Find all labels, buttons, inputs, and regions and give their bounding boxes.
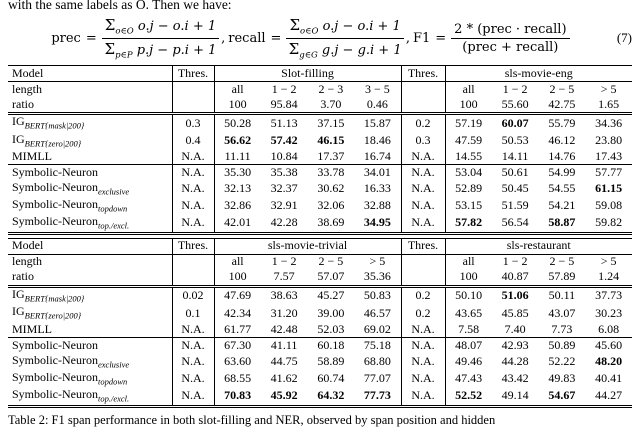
prec-fraction <box>102 16 219 60</box>
model-cell: $IG_{BERT\{zero|200\}}$ <box>12 132 82 149</box>
thres-cell: 0.1 <box>172 305 214 322</box>
value-cell: 63.60 <box>214 353 261 370</box>
sum-symbol: Σ <box>288 39 300 58</box>
thres-cell: N.A. <box>401 165 445 180</box>
value-cell: 49.14 <box>492 388 539 407</box>
value-cell: 58.87 <box>539 215 586 234</box>
value-cell: > 5 <box>369 254 386 269</box>
value-cell: 52.03 <box>317 322 345 336</box>
value-cell: 44.28 <box>501 353 529 368</box>
col-header-model: Model <box>8 238 172 254</box>
numerator-expr: o.j − o.i + 1 <box>322 19 401 34</box>
value-cell: 40.41 <box>595 370 623 385</box>
col-header-thres-1: Thres. <box>172 238 214 254</box>
value-cell: 2 − 3 <box>318 81 344 96</box>
thres-cell: N.A. <box>172 322 214 337</box>
intro-text: with the same labels as O. Then we have: <box>8 0 232 12</box>
value-cell: 52.22 <box>548 353 576 368</box>
model-cell: Symbolic-Neuron$_{exclusive}$ <box>12 180 130 197</box>
value-cell: 50.28 <box>214 113 261 132</box>
value-cell: all <box>214 254 261 269</box>
value-cell: 7.73 <box>551 322 573 336</box>
value-cell: 54.99 <box>539 165 586 180</box>
numerator-expr: o.j − o.i + 1 <box>137 19 217 34</box>
value-cell: 51.59 <box>501 198 529 213</box>
model-cell: Symbolic-Neuron <box>8 338 172 353</box>
thres-cell: 0.2 <box>401 113 445 132</box>
value-cell: 50.61 <box>492 165 539 180</box>
value-cell: 46.57 <box>363 305 391 320</box>
thres-cell: 0.3 <box>172 113 214 132</box>
thres-cell: N.A. <box>172 388 214 407</box>
thres-cell: N.A. <box>172 149 214 164</box>
model-cell: Symbolic-Neuron$_{top./excl.}$ <box>8 388 172 407</box>
value-cell: 56.54 <box>492 215 539 234</box>
value-cell: 64.32 <box>308 388 355 407</box>
value-cell: 70.83 <box>214 388 261 407</box>
value-cell: 44.75 <box>270 353 298 368</box>
value-cell: 67.30 <box>214 338 261 353</box>
value-cell: 34.95 <box>354 215 401 234</box>
value-cell: all <box>445 82 492 97</box>
value-cell: 42.01 <box>214 215 261 234</box>
value-cell: 14.76 <box>548 149 576 163</box>
prec-denominator <box>102 39 219 61</box>
sum-subscript: g∈G <box>299 50 318 61</box>
f1-fraction <box>451 22 569 55</box>
thres-cell <box>172 270 214 286</box>
sum-subscript: o∈O <box>115 26 134 37</box>
thres-cell: 0.02 <box>172 286 214 305</box>
value-cell: 52.52 <box>445 388 492 407</box>
thres-cell: N.A. <box>401 353 445 370</box>
value-cell: 42.34 <box>214 305 261 322</box>
value-cell: 61.15 <box>595 180 623 195</box>
sum-subscript: o∈O <box>300 26 319 37</box>
value-cell: 48.07 <box>445 338 492 353</box>
col-header-group-2: sls-restaurant <box>445 238 632 254</box>
value-cell: 23.80 <box>595 132 623 147</box>
thres-cell <box>172 254 214 269</box>
value-cell: 42.28 <box>261 215 308 234</box>
value-cell: 68.80 <box>363 353 391 368</box>
value-cell: 51.13 <box>270 115 298 130</box>
value-cell: 54.67 <box>539 388 586 407</box>
results-table-1 <box>8 65 632 235</box>
thres-cell: N.A. <box>172 165 214 180</box>
value-cell: 14.55 <box>445 149 492 164</box>
col-header-thres-2: Thres. <box>401 66 445 82</box>
value-cell: 0.46 <box>354 97 401 113</box>
col-header-thres-1: Thres. <box>172 66 214 82</box>
thres-cell: N.A. <box>401 197 445 214</box>
value-cell: 33.78 <box>308 165 355 180</box>
thres-cell <box>172 97 214 113</box>
thres-cell: N.A. <box>401 180 445 197</box>
value-cell: 54.55 <box>548 180 576 195</box>
table-row <box>8 353 632 370</box>
value-cell: 42.48 <box>270 322 298 336</box>
value-cell: 100 <box>445 97 492 113</box>
value-cell: 53.04 <box>445 165 492 180</box>
value-cell: 68.55 <box>214 370 261 387</box>
model-cell: Symbolic-Neuron <box>8 165 172 180</box>
value-cell: > 5 <box>600 254 617 269</box>
col-header-thres-2: Thres. <box>401 238 445 254</box>
value-cell: 56.62 <box>214 132 261 149</box>
value-cell: 2 − 5 <box>549 81 575 96</box>
thres-cell: N.A. <box>172 353 214 370</box>
equation-block <box>8 16 632 60</box>
value-cell: 40.87 <box>492 270 539 286</box>
value-cell: 57.19 <box>445 113 492 132</box>
thres-cell: N.A. <box>401 388 445 407</box>
value-cell: 60.74 <box>317 370 345 385</box>
thres-cell: N.A. <box>172 180 214 197</box>
table-row <box>8 113 632 132</box>
value-cell: 43.65 <box>445 305 492 322</box>
value-cell: 50.89 <box>539 338 586 353</box>
recall-fraction <box>286 16 403 60</box>
value-cell: 30.23 <box>595 305 623 320</box>
value-cell: 100 <box>214 97 261 113</box>
row-label: length <box>12 254 42 269</box>
length-row <box>8 254 632 269</box>
col-header-group-2: sls-movie-eng <box>445 66 632 82</box>
value-cell: 59.08 <box>595 198 623 213</box>
value-cell: 50.11 <box>548 288 576 303</box>
equals-sign: = <box>270 30 282 46</box>
value-cell: 7.58 <box>445 322 492 337</box>
recall-numerator <box>286 16 403 39</box>
value-cell: 2 − 5 <box>549 254 575 269</box>
thres-cell: 0.2 <box>401 305 445 322</box>
value-cell: 47.43 <box>445 370 492 387</box>
value-cell: 14.11 <box>501 149 529 163</box>
table-header-row <box>8 66 632 82</box>
f1-label: F1 <box>412 30 431 46</box>
value-cell: 32.88 <box>363 198 391 213</box>
value-cell: 75.18 <box>354 338 401 353</box>
value-cell: 1 − 2 <box>271 81 297 96</box>
value-cell: 44.27 <box>585 388 632 407</box>
col-header-group-1: sls-movie-trivial <box>214 238 401 254</box>
thres-cell <box>401 97 445 113</box>
thres-cell: N.A. <box>172 338 214 353</box>
value-cell: 31.20 <box>270 305 298 320</box>
value-cell: 30.62 <box>317 180 345 195</box>
value-cell: 58.89 <box>317 353 345 368</box>
value-cell: 32.86 <box>214 197 261 214</box>
col-header-group-1: Slot-filling <box>214 66 401 82</box>
value-cell: 16.33 <box>363 180 391 195</box>
thres-cell <box>401 254 445 269</box>
value-cell: 35.36 <box>354 270 401 286</box>
value-cell: 55.60 <box>492 97 539 113</box>
model-cell: MIMLL <box>12 149 52 163</box>
denominator-expr: p.j − p.i + 1 <box>136 42 217 58</box>
value-cell: 53.15 <box>445 197 492 214</box>
value-cell: 32.13 <box>214 180 261 197</box>
value-cell: 50.45 <box>501 180 529 195</box>
value-cell: 48.20 <box>595 353 623 368</box>
value-cell: 54.21 <box>548 198 576 213</box>
f1-numerator: 2 * (prec · recall) <box>451 22 569 39</box>
thres-cell: N.A. <box>401 338 445 353</box>
results-table-2 <box>8 238 632 408</box>
sum-subscript: p∈P <box>115 50 133 61</box>
value-cell: 7.40 <box>504 322 526 336</box>
value-cell: 3 − 5 <box>364 81 390 96</box>
row-label: ratio <box>8 270 172 286</box>
ratio-row <box>8 97 632 113</box>
value-cell: 49.46 <box>445 353 492 370</box>
value-cell: 34.01 <box>354 165 401 180</box>
table-row <box>8 149 632 164</box>
equals-sign: = <box>85 30 97 46</box>
value-cell: 42.93 <box>492 338 539 353</box>
value-cell: 100 <box>214 270 261 286</box>
thres-cell: N.A. <box>401 370 445 387</box>
table-row <box>8 165 632 180</box>
thres-cell: 0.2 <box>401 286 445 305</box>
value-cell: 43.07 <box>548 305 576 320</box>
value-cell: 45.27 <box>317 288 345 303</box>
equation-body <box>8 16 613 60</box>
table-row <box>8 132 632 149</box>
value-cell: 45.85 <box>501 305 529 320</box>
thres-cell <box>172 82 214 97</box>
value-cell: 37.15 <box>317 115 345 130</box>
value-cell: 47.69 <box>214 286 261 305</box>
model-cell: Symbolic-Neuron$_{topdown}$ <box>12 370 128 387</box>
value-cell: 46.12 <box>548 132 576 147</box>
table-row <box>8 305 632 322</box>
value-cell: 1 − 2 <box>502 254 528 269</box>
table-caption: Table 2: F1 span performance in both slot-filling and NER, observed by span position and hidden <box>8 412 496 427</box>
value-cell: 7.57 <box>261 270 308 286</box>
value-cell: 49.83 <box>548 370 576 385</box>
value-cell: 43.42 <box>501 370 529 385</box>
thres-cell: 0.4 <box>172 132 214 149</box>
row-label: length <box>12 81 42 96</box>
value-cell: 45.60 <box>585 338 632 353</box>
value-cell: 57.82 <box>445 215 492 234</box>
value-cell: 3.70 <box>308 97 355 113</box>
value-cell: > 5 <box>600 81 617 96</box>
value-cell: 2 − 5 <box>318 254 344 269</box>
thres-cell: N.A. <box>401 322 445 337</box>
sum-symbol: Σ <box>289 16 301 34</box>
recall-label: recall <box>228 30 266 46</box>
length-row <box>8 82 632 97</box>
thres-cell: 0.3 <box>401 132 445 149</box>
value-cell: 38.63 <box>270 288 298 303</box>
value-cell: 16.74 <box>363 149 391 163</box>
value-cell: 32.06 <box>317 198 345 213</box>
model-cell: Symbolic-Neuron$_{topdown}$ <box>12 197 128 214</box>
table-row <box>8 338 632 353</box>
value-cell: 45.92 <box>261 388 308 407</box>
model-cell: $IG_{BERT\{mask|200\}}$ <box>12 114 85 131</box>
thres-cell: N.A. <box>401 215 445 234</box>
value-cell: 32.37 <box>270 180 298 195</box>
value-cell: 34.36 <box>595 115 623 130</box>
col-header-model: Model <box>8 66 172 82</box>
sum-symbol: Σ <box>104 39 116 58</box>
denominator-expr: g.j − g.i + 1 <box>321 42 402 58</box>
value-cell: 35.38 <box>261 165 308 180</box>
value-cell: 32.91 <box>270 198 298 213</box>
value-cell: 46.15 <box>317 132 345 147</box>
row-label: ratio <box>8 97 172 113</box>
value-cell: 69.02 <box>363 322 391 336</box>
model-cell: MIMLL <box>12 322 52 336</box>
table-row <box>8 286 632 305</box>
prec-numerator <box>102 16 219 39</box>
table-row <box>8 197 632 214</box>
sum-symbol: Σ <box>104 16 116 34</box>
value-cell: 11.11 <box>214 149 261 164</box>
value-cell: 1.65 <box>585 97 632 113</box>
thres-cell: N.A. <box>172 197 214 214</box>
value-cell: 50.53 <box>501 132 529 147</box>
value-cell: 57.89 <box>539 270 586 286</box>
thres-cell <box>401 270 445 286</box>
model-cell: $IG_{BERT\{zero|200\}}$ <box>12 304 82 321</box>
model-cell: $IG_{BERT\{mask|200\}}$ <box>12 287 85 304</box>
value-cell: 6.08 <box>598 322 620 336</box>
recall-denominator <box>286 39 403 61</box>
value-cell: 60.18 <box>308 338 355 353</box>
value-cell: 1 − 2 <box>271 254 297 269</box>
value-cell: 52.89 <box>445 180 492 197</box>
table-row <box>8 215 632 234</box>
value-cell: 50.10 <box>445 286 492 305</box>
prec-label: prec <box>51 30 81 46</box>
value-cell: 37.73 <box>595 288 623 303</box>
value-cell: 35.30 <box>214 165 261 180</box>
thres-cell: N.A. <box>172 370 214 387</box>
value-cell: 41.62 <box>270 370 298 385</box>
value-cell: 38.69 <box>308 215 355 234</box>
value-cell: 55.79 <box>548 115 576 130</box>
value-cell: 10.84 <box>270 149 298 163</box>
comma-separator: , <box>405 30 410 46</box>
table-row <box>8 180 632 197</box>
value-cell: 61.77 <box>214 322 261 337</box>
value-cell: 60.07 <box>501 115 529 130</box>
value-cell: 47.59 <box>445 132 492 149</box>
comma-separator: , <box>221 30 226 46</box>
value-cell: 77.07 <box>363 370 391 385</box>
value-cell: 41.11 <box>261 338 308 353</box>
table-row <box>8 322 632 337</box>
value-cell: 17.43 <box>595 149 623 163</box>
value-cell: 15.87 <box>363 115 391 130</box>
value-cell: 57.77 <box>585 165 632 180</box>
value-cell: 1.24 <box>585 270 632 286</box>
table-header-row <box>8 238 632 254</box>
table-row <box>8 370 632 387</box>
value-cell: 50.83 <box>363 288 391 303</box>
equals-sign: = <box>435 30 447 46</box>
model-cell: Symbolic-Neuron$_{exclusive}$ <box>12 353 130 369</box>
thres-cell <box>401 82 445 97</box>
ratio-row <box>8 270 632 286</box>
value-cell: 39.00 <box>317 305 345 320</box>
equation-number: (7) <box>616 30 632 46</box>
value-cell: 100 <box>445 270 492 286</box>
value-cell: all <box>214 82 261 97</box>
value-cell: all <box>445 254 492 269</box>
table-row <box>8 388 632 407</box>
value-cell: 42.75 <box>539 97 586 113</box>
model-cell: Symbolic-Neuron$_{top./excl.}$ <box>8 215 172 234</box>
value-cell: 57.42 <box>270 132 298 147</box>
value-cell: 95.84 <box>261 97 308 113</box>
value-cell: 51.06 <box>501 288 529 303</box>
value-cell: 77.73 <box>354 388 401 407</box>
value-cell: 1 − 2 <box>502 81 528 96</box>
value-cell: 18.46 <box>363 132 391 147</box>
thres-cell: N.A. <box>172 215 214 234</box>
value-cell: 17.37 <box>317 149 345 163</box>
f1-denominator: (prec + recall) <box>462 39 559 55</box>
thres-cell: N.A. <box>401 149 445 164</box>
value-cell: 57.07 <box>308 270 355 286</box>
value-cell: 59.82 <box>585 215 632 234</box>
